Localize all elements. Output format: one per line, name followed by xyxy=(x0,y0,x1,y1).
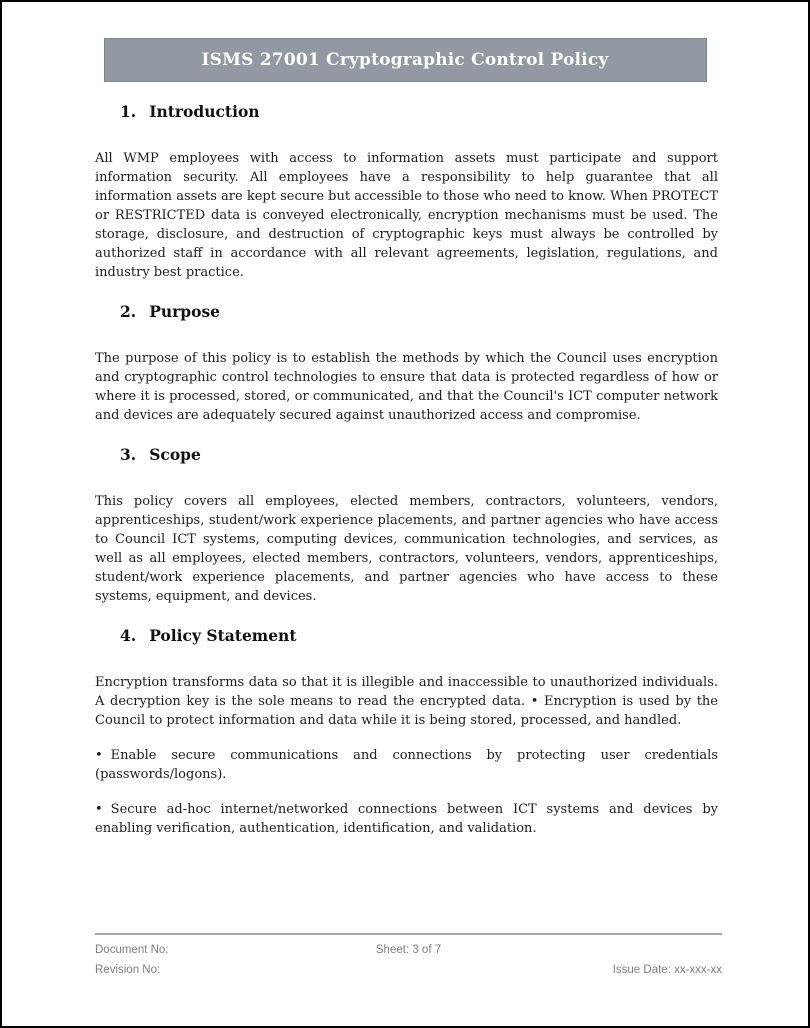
heading-number: 4. xyxy=(120,626,137,645)
bullet-text: Enable secure communications and connections by protecting user credentials (passwords/logons). xyxy=(95,748,718,782)
page-footer xyxy=(95,933,722,980)
heading-text: Purpose xyxy=(149,302,221,321)
footer-row1-right xyxy=(513,940,722,960)
document-content xyxy=(2,102,808,838)
section-purpose xyxy=(95,302,718,425)
bullet-marker: • xyxy=(95,802,103,817)
bullet-item xyxy=(95,746,718,784)
paragraph: Encryption transforms data so that it is illegible and inaccessible to unauthorized individuals. A decryption key is the sole means to read the encrypted data. • Encryption is used by the Council to protect information and data while it is being stored, processed, and handled. xyxy=(95,675,718,728)
paragraph: All WMP employees with access to information assets must participate and support information security. All employees have a responsibility to help guarantee that all information assets are kept secure but accessible to those who need to know. When PROTECT or RESTRICTED data is conveyed electronically, encryption mechanisms must be used. The storage, disclosure, and destruction of cryptographic keys must always be controlled by authorized staff in accordance with all relevant agreements, legislation, regulations, and industry best practice. xyxy=(95,151,718,280)
footer-divider xyxy=(95,933,722,935)
heading-number: 3. xyxy=(120,445,137,464)
revision-no-label: Revision No: xyxy=(95,964,161,976)
paragraph: This policy covers all employees, elected members, contractors, volunteers, vendors, apprenticeships, student/work experience placements, and partner agencies who have access to Council ICT systems, computing devices, communication technologies, and services, as well as all employees, elected members, contractors, volunteers, vendors, apprenticeships, student/work experience placements, and partner agencies who have access to these systems, equipment, and devices. xyxy=(95,494,718,604)
title-banner xyxy=(104,38,707,82)
footer-row2-center xyxy=(304,960,513,980)
section-heading xyxy=(120,445,718,464)
section-scope xyxy=(95,445,718,606)
heading-text: Policy Statement xyxy=(149,626,297,645)
section-heading xyxy=(120,302,718,321)
issue-date-label: Issue Date: xx-xxx-xx xyxy=(612,964,722,976)
section-heading xyxy=(120,626,718,645)
bullet-text: Secure ad-hoc internet/networked connections between ICT systems and devices by enabling verification, authentication, identification, and validation. xyxy=(95,802,718,836)
footer-row-2 xyxy=(95,960,722,980)
bullet-marker: • xyxy=(95,748,103,763)
footer-row-1 xyxy=(95,940,722,960)
section-heading xyxy=(120,102,718,121)
heading-text: Introduction xyxy=(149,102,260,121)
section-policy-statement xyxy=(95,626,718,838)
document-no-label: Document No: xyxy=(95,944,169,956)
page-title: ISMS 27001 Cryptographic Control Policy xyxy=(201,50,609,70)
sheet-label: Sheet: 3 of 7 xyxy=(375,944,442,956)
paragraph: The purpose of this policy is to establish the methods by which the Council uses encryption and cryptographic control technologies to ensure that data is protected regardless of how or where it is processed, stored, or communicated, and that the Council's ICT computer network and devices are adequately secured against unauthorized access and compromise. xyxy=(95,351,718,423)
heading-number: 1. xyxy=(120,102,137,121)
bullet-item xyxy=(95,800,718,838)
section-introduction xyxy=(95,102,718,282)
heading-number: 2. xyxy=(120,302,137,321)
heading-text: Scope xyxy=(149,445,201,464)
